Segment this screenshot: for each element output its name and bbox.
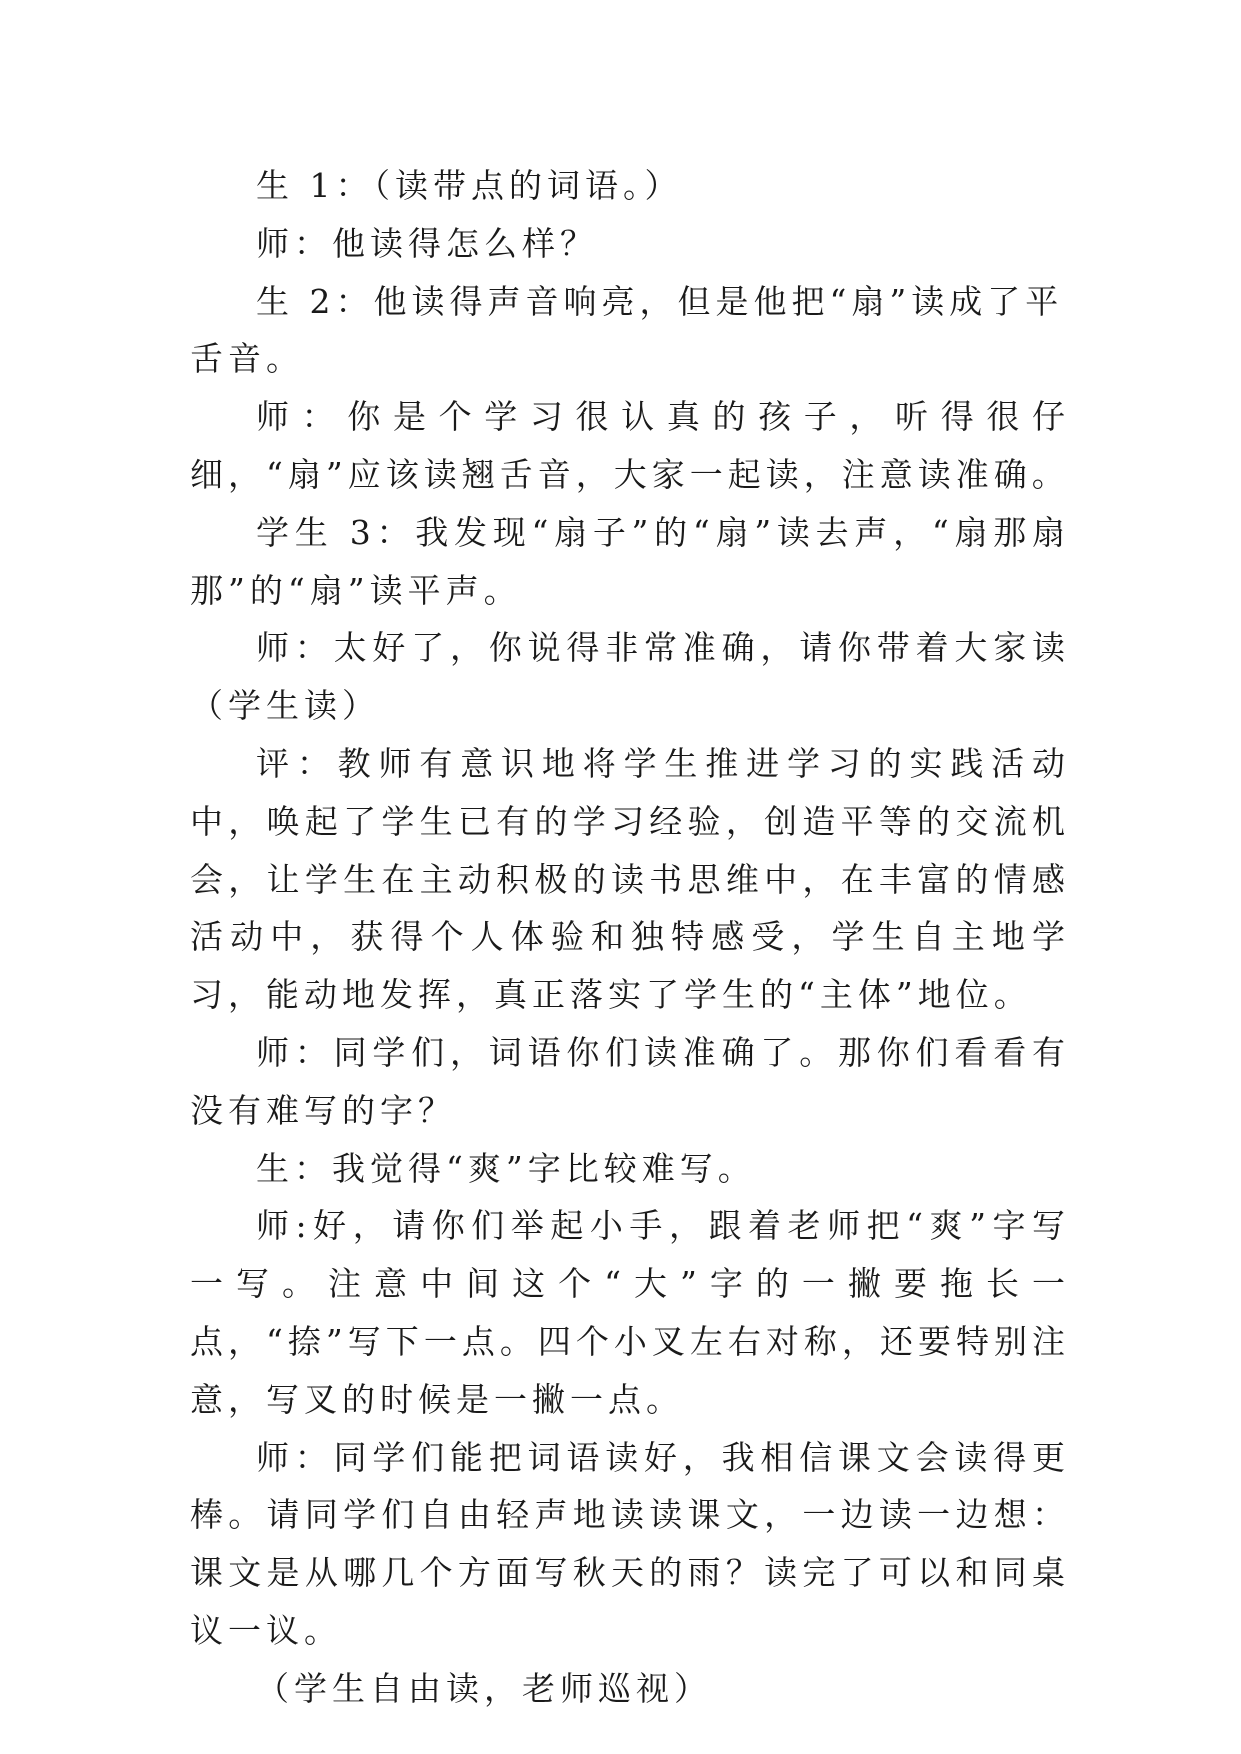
paragraph-stage-direction: （学生自由读，老师巡视）: [256, 1668, 712, 1708]
document-body: [190, 157, 1070, 1718]
paragraph-teacher-praise: 师：你是个学习很认真的孩子，听得很仔细，“扇”应该读翘舌音，大家一起读，注意读准确。: [190, 397, 1070, 494]
paragraph-teacher-question: 师：他读得怎么样？: [256, 223, 598, 263]
paragraph-teacher-difficult-words: 师：同学们，词语你们读准确了。那你们看看有没有难写的字？: [190, 1032, 1070, 1130]
paragraph-teacher-writing-guide: 师:好，请你们举起小手，跟着老师把“爽”字写一写。注意中间这个“大”字的一撇要拖长一点，“捺”写下一点。四个小叉左右对称，还要特别注意，写叉的时候是一撇一点。: [190, 1206, 1071, 1419]
paragraph-student-1: 生 1：（读带点的词语。）: [256, 166, 683, 205]
paragraph-commentary: 评：教师有意识地将学生推进学习的实践活动中，唤起了学生已有的学习经验，创造平等的交流机会，让学生在主动积极的读书思维中，在丰富的情感活动中，获得个人体验和独特感受，学生自主地学习，能动地发挥，真正落实了学生的“主体”地位。: [190, 743, 1070, 1015]
paragraph-teacher-lead-reading: 师：太好了，你说得非常准确，请你带着大家读（学生读）: [190, 628, 1070, 726]
paragraph-student-3: 学生 3：我发现“扇子”的“扇”读去声，“扇那扇那”的“扇”读平声。: [190, 512, 1070, 610]
paragraph-student-answer: 生：我觉得“爽”字比较难写。: [256, 1148, 756, 1188]
paragraph-teacher-reading-task: 师：同学们能把词语读好，我相信课文会读得更棒。请同学们自由轻声地读读课文，一边读一边想：课文是从哪几个方面写秋天的雨？读完了可以和同桌议一议。: [190, 1437, 1070, 1650]
paragraph-student-2: 生 2：他读得声音响亮，但是他把“扇”读成了平舌音。: [190, 281, 1064, 379]
